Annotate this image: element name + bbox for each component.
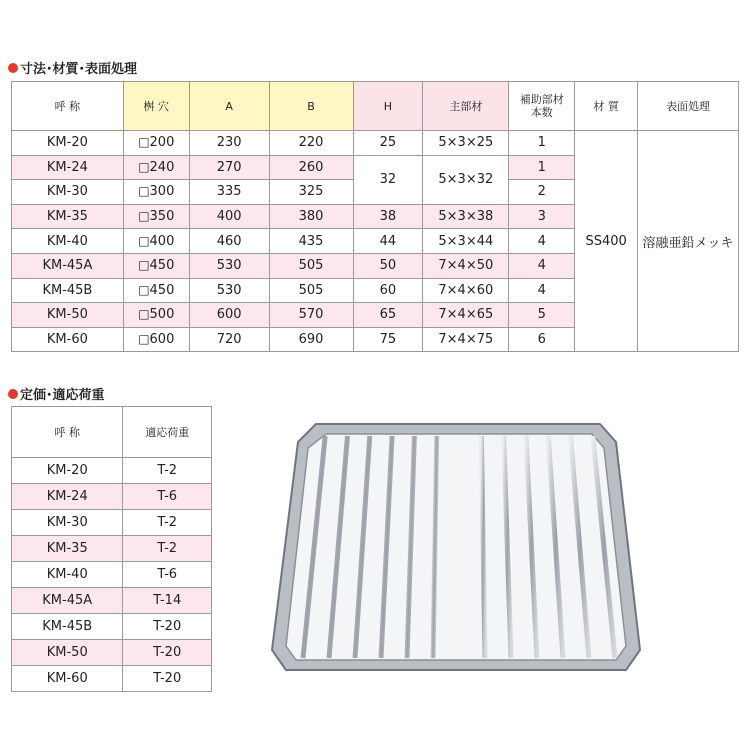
cell-aux: 1 (509, 131, 575, 156)
cell-aux: 3 (509, 204, 575, 229)
cell-hole (123, 180, 189, 205)
cell-load: T-2 (123, 458, 212, 484)
square-icon (138, 160, 149, 175)
cell-h: 38 (353, 204, 423, 229)
cell-hole (123, 278, 189, 303)
cell-main: 5×3×38 (423, 204, 509, 229)
col-header-material: 材 質 (575, 82, 638, 131)
cell-b: 690 (269, 327, 353, 352)
cell-main: 5×3×44 (423, 229, 509, 254)
cell-b: 505 (269, 278, 353, 303)
cell-hole-value: 200 (149, 135, 175, 151)
cell-hole (123, 204, 189, 229)
cell-main: 5×3×25 (423, 131, 509, 156)
cell-load: T-20 (123, 640, 212, 666)
cell-hole-value: 240 (149, 159, 175, 175)
cell-name: KM-30 (12, 180, 124, 205)
cell-name: KM-24 (12, 155, 124, 180)
cell-name: KM-45A (12, 253, 124, 278)
steel-grating-photo (270, 418, 648, 678)
cell-hole-value: 450 (149, 282, 175, 298)
col-header-hole: 桝 穴 (123, 82, 189, 131)
cell-name: KM-60 (12, 327, 124, 352)
cell-a: 530 (189, 278, 269, 303)
cell-aux: 4 (509, 253, 575, 278)
cell-hole-value: 350 (149, 209, 175, 225)
cell-hole (123, 303, 189, 328)
table-row (12, 562, 212, 588)
cell-load: T-20 (123, 666, 212, 692)
cell-main: 7×4×60 (423, 278, 509, 303)
spec-table (11, 81, 739, 352)
cell-aux: 5 (509, 303, 575, 328)
cell-hole (123, 253, 189, 278)
col-header-load: 適応荷重 (123, 407, 212, 458)
cell-b: 570 (269, 303, 353, 328)
cell-hole-value: 500 (149, 307, 175, 323)
square-icon (138, 209, 149, 224)
cell-aux: 1 (509, 155, 575, 180)
cell-name: KM-30 (12, 510, 123, 536)
cell-name: KM-45B (12, 278, 124, 303)
square-icon (138, 135, 149, 150)
cell-name: KM-45A (12, 588, 123, 614)
cell-b: 505 (269, 253, 353, 278)
cell-main: 7×4×75 (423, 327, 509, 352)
cell-a: 230 (189, 131, 269, 156)
cell-a: 720 (189, 327, 269, 352)
section2-title (8, 384, 105, 403)
cell-hole-value: 300 (149, 184, 175, 200)
cell-a: 600 (189, 303, 269, 328)
cell-a: 270 (189, 155, 269, 180)
cell-name: KM-50 (12, 640, 123, 666)
col-header-b: B (269, 82, 353, 131)
table-row (12, 536, 212, 562)
square-icon (138, 332, 149, 347)
cell-a: 460 (189, 229, 269, 254)
cell-b: 380 (269, 204, 353, 229)
cell-material: SS400 (575, 131, 638, 352)
cell-h: 50 (353, 253, 423, 278)
cell-surface: 溶融亜鉛メッキ (638, 131, 739, 352)
cell-name: KM-20 (12, 131, 124, 156)
cell-name: KM-20 (12, 458, 123, 484)
cell-h: 44 (353, 229, 423, 254)
bullet-icon (8, 63, 18, 73)
table-row (12, 666, 212, 692)
cell-main: 7×4×65 (423, 303, 509, 328)
table-row (12, 458, 212, 484)
cell-aux: 6 (509, 327, 575, 352)
cell-main: 7×4×50 (423, 253, 509, 278)
cell-hole-value: 400 (149, 233, 175, 249)
cell-h: 65 (353, 303, 423, 328)
cell-aux: 4 (509, 229, 575, 254)
cell-hole (123, 131, 189, 156)
col-header-name: 呼 称 (12, 407, 123, 458)
cell-hole (123, 229, 189, 254)
col-header-aux: 補助部材 本数 (509, 82, 575, 131)
cell-h: 60 (353, 278, 423, 303)
col-header-name: 呼 称 (12, 82, 124, 131)
cell-a: 400 (189, 204, 269, 229)
cell-load: T-2 (123, 510, 212, 536)
table-row (12, 131, 739, 156)
cell-hole-value: 450 (149, 258, 175, 274)
cell-hole-value: 600 (149, 332, 175, 348)
square-icon (138, 283, 149, 298)
table-row (12, 484, 212, 510)
cell-load: T-20 (123, 614, 212, 640)
square-icon (138, 258, 149, 273)
cell-name: KM-35 (12, 204, 124, 229)
section1-title (8, 58, 137, 77)
load-header-row (12, 407, 212, 458)
table-row (12, 510, 212, 536)
cell-name: KM-60 (12, 666, 123, 692)
cell-load: T-6 (123, 484, 212, 510)
cell-aux: 2 (509, 180, 575, 205)
cell-name: KM-45B (12, 614, 123, 640)
spec-header-row (12, 82, 739, 131)
cell-name: KM-40 (12, 229, 124, 254)
cell-b: 435 (269, 229, 353, 254)
cell-name: KM-50 (12, 303, 124, 328)
load-table (11, 406, 212, 692)
cell-a: 530 (189, 253, 269, 278)
section1-title-text: 寸法･材質･表面処理 (20, 62, 138, 77)
cell-h: 75 (353, 327, 423, 352)
cell-main: 5×3×32 (423, 155, 509, 204)
cell-hole (123, 155, 189, 180)
square-icon (138, 234, 149, 249)
cell-h: 25 (353, 131, 423, 156)
cell-b: 220 (269, 131, 353, 156)
table-row (12, 588, 212, 614)
cell-b: 260 (269, 155, 353, 180)
cell-a: 335 (189, 180, 269, 205)
section2-title-text: 定価･適応荷重 (20, 388, 105, 403)
table-row (12, 614, 212, 640)
col-header-a: A (189, 82, 269, 131)
square-icon (138, 307, 149, 322)
col-header-main: 主部材 (423, 82, 509, 131)
cell-h: 32 (353, 155, 423, 204)
cell-load: T-14 (123, 588, 212, 614)
cell-b: 325 (269, 180, 353, 205)
col-header-surface: 表面処理 (638, 82, 739, 131)
cell-load: T-2 (123, 536, 212, 562)
cell-name: KM-24 (12, 484, 123, 510)
col-header-h: H (353, 82, 423, 131)
cell-name: KM-35 (12, 536, 123, 562)
bullet-icon (8, 389, 18, 399)
cell-name: KM-40 (12, 562, 123, 588)
cell-load: T-6 (123, 562, 212, 588)
cell-aux: 4 (509, 278, 575, 303)
cell-hole (123, 327, 189, 352)
table-row (12, 640, 212, 666)
square-icon (138, 184, 149, 199)
